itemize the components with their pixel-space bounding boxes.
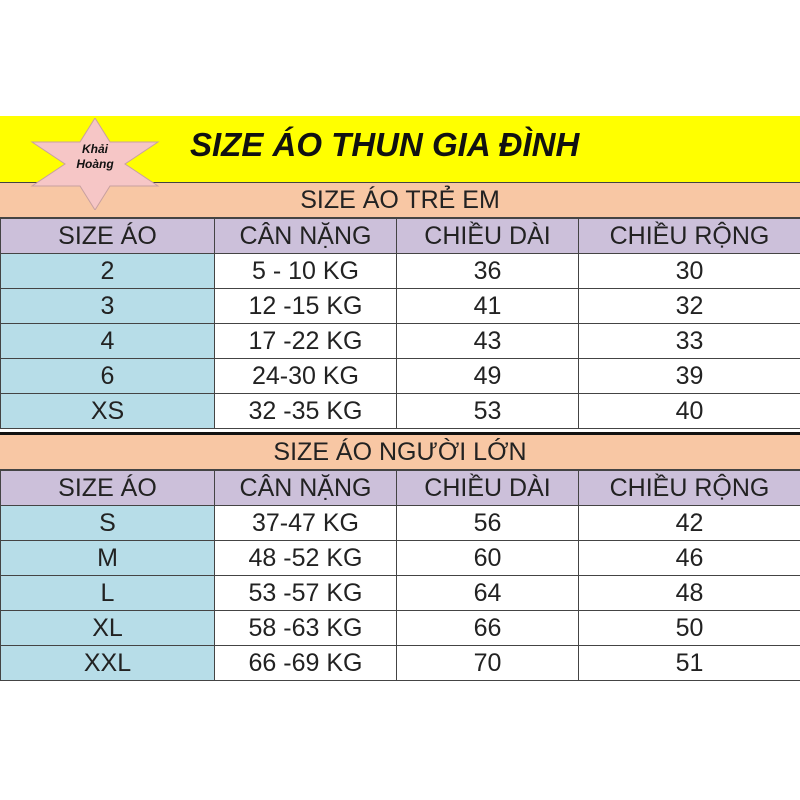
column-header: CÂN NẶNG: [215, 219, 397, 254]
width-cell: 48: [579, 576, 800, 611]
table-row: [1, 506, 800, 541]
brand-name-line2: Hoàng: [76, 157, 114, 171]
column-header: SIZE ÁO: [1, 219, 215, 254]
weight-cell: 32 -35 KG: [215, 394, 397, 429]
size-chart: [0, 116, 800, 684]
table-row: [1, 289, 800, 324]
width-cell: 30: [579, 254, 800, 289]
table-row: [1, 646, 800, 681]
size-cell: XS: [1, 394, 215, 429]
kids-size-table: [0, 218, 800, 429]
size-cell: 3: [1, 289, 215, 324]
length-cell: 64: [397, 576, 579, 611]
size-cell: 4: [1, 324, 215, 359]
width-cell: 51: [579, 646, 800, 681]
table-row: [1, 611, 800, 646]
length-cell: 49: [397, 359, 579, 394]
kids-section-title: SIZE ÁO TRẺ EM: [300, 186, 500, 214]
column-header: CHIỀU RỘNG: [579, 219, 800, 254]
column-header: CHIỀU DÀI: [397, 471, 579, 506]
column-header: CHIỀU DÀI: [397, 219, 579, 254]
column-header: SIZE ÁO: [1, 471, 215, 506]
size-cell: XL: [1, 611, 215, 646]
width-cell: 33: [579, 324, 800, 359]
table-row: [1, 359, 800, 394]
length-cell: 41: [397, 289, 579, 324]
length-cell: 36: [397, 254, 579, 289]
weight-cell: 17 -22 KG: [215, 324, 397, 359]
length-cell: 70: [397, 646, 579, 681]
table-row: [1, 394, 800, 429]
width-cell: 46: [579, 541, 800, 576]
column-header-row: [1, 471, 800, 506]
length-cell: 53: [397, 394, 579, 429]
width-cell: 32: [579, 289, 800, 324]
column-header: CHIỀU RỘNG: [579, 471, 800, 506]
weight-cell: 58 -63 KG: [215, 611, 397, 646]
weight-cell: 66 -69 KG: [215, 646, 397, 681]
table-row: [1, 254, 800, 289]
size-cell: S: [1, 506, 215, 541]
weight-cell: 5 - 10 KG: [215, 254, 397, 289]
length-cell: 60: [397, 541, 579, 576]
weight-cell: 24-30 KG: [215, 359, 397, 394]
size-cell: 2: [1, 254, 215, 289]
adults-size-table: [0, 470, 800, 681]
width-cell: 40: [579, 394, 800, 429]
length-cell: 56: [397, 506, 579, 541]
weight-cell: 48 -52 KG: [215, 541, 397, 576]
column-header: CÂN NẶNG: [215, 471, 397, 506]
weight-cell: 53 -57 KG: [215, 576, 397, 611]
table-row: [1, 541, 800, 576]
adults-section-title: SIZE ÁO NGƯỜI LỚN: [273, 438, 527, 466]
table-row: [1, 324, 800, 359]
chart-title: SIZE ÁO THUN GIA ĐÌNH: [190, 126, 580, 163]
weight-cell: 12 -15 KG: [215, 289, 397, 324]
width-cell: 50: [579, 611, 800, 646]
width-cell: 39: [579, 359, 800, 394]
adults-section-header: [0, 435, 800, 470]
width-cell: 42: [579, 506, 800, 541]
size-cell: 6: [1, 359, 215, 394]
table-row: [1, 576, 800, 611]
weight-cell: 37-47 KG: [215, 506, 397, 541]
column-header-row: [1, 219, 800, 254]
size-cell: XXL: [1, 646, 215, 681]
brand-name-line1: Khải: [81, 142, 108, 156]
brand-name: [60, 142, 130, 172]
size-cell: M: [1, 541, 215, 576]
length-cell: 43: [397, 324, 579, 359]
size-cell: L: [1, 576, 215, 611]
length-cell: 66: [397, 611, 579, 646]
